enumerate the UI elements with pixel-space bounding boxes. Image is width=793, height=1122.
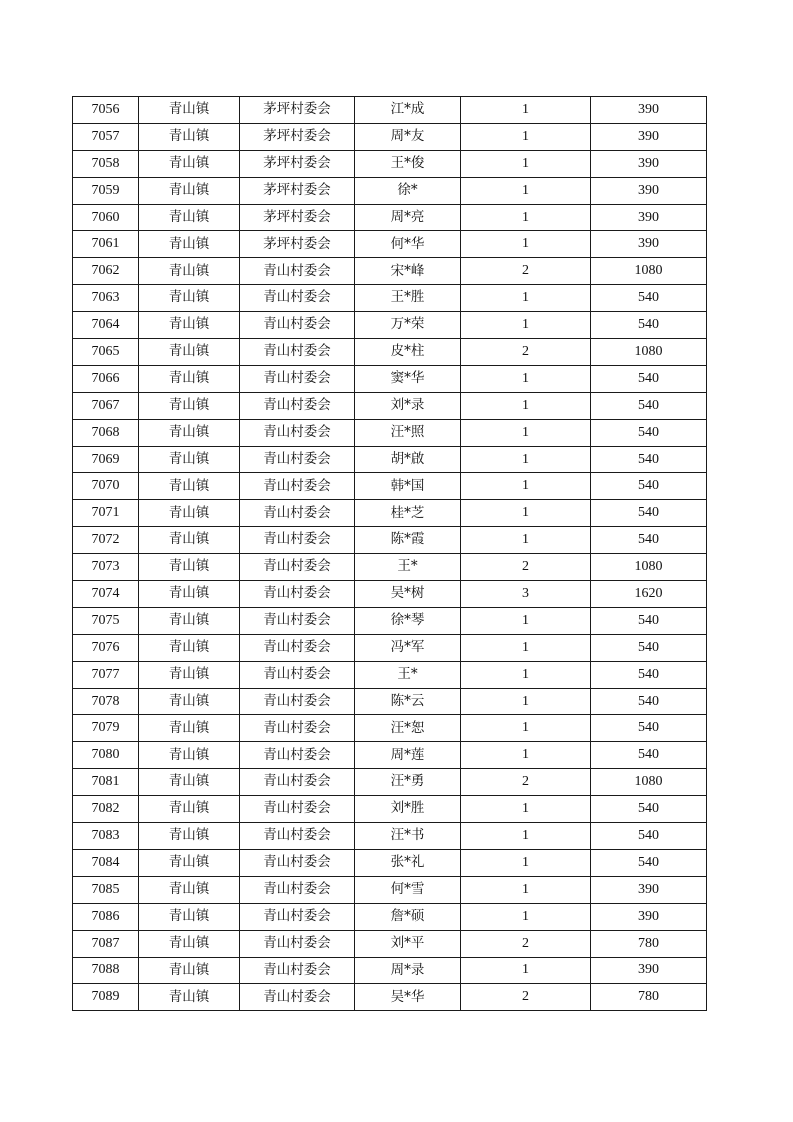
village-committee-cell: 青山村委会 [240, 634, 355, 661]
village-committee-cell: 青山村委会 [240, 715, 355, 742]
name-cell: 冯*军 [355, 634, 461, 661]
count-cell: 1 [461, 204, 591, 231]
table-row [73, 715, 707, 742]
village-committee-cell: 青山村委会 [240, 876, 355, 903]
village-committee-cell: 青山村委会 [240, 500, 355, 527]
count-cell: 3 [461, 581, 591, 608]
roster-table-body [73, 97, 707, 1011]
village-committee-cell: 青山村委会 [240, 258, 355, 285]
town-cell: 青山镇 [139, 715, 240, 742]
table-row [73, 231, 707, 258]
count-cell: 1 [461, 661, 591, 688]
amount-cell: 540 [591, 500, 707, 527]
name-cell: 詹*硕 [355, 903, 461, 930]
count-cell: 2 [461, 984, 591, 1011]
count-cell: 2 [461, 930, 591, 957]
serial-number-cell: 7063 [73, 285, 139, 312]
serial-number-cell: 7074 [73, 581, 139, 608]
village-committee-cell: 青山村委会 [240, 392, 355, 419]
name-cell: 周*亮 [355, 204, 461, 231]
village-committee-cell: 青山村委会 [240, 581, 355, 608]
serial-number-cell: 7082 [73, 796, 139, 823]
town-cell: 青山镇 [139, 177, 240, 204]
town-cell: 青山镇 [139, 446, 240, 473]
amount-cell: 540 [591, 688, 707, 715]
count-cell: 1 [461, 957, 591, 984]
amount-cell: 540 [591, 365, 707, 392]
table-row [73, 634, 707, 661]
amount-cell: 540 [591, 634, 707, 661]
count-cell: 1 [461, 231, 591, 258]
town-cell: 青山镇 [139, 500, 240, 527]
serial-number-cell: 7064 [73, 312, 139, 339]
amount-cell: 540 [591, 392, 707, 419]
name-cell: 张*礼 [355, 849, 461, 876]
amount-cell: 390 [591, 150, 707, 177]
count-cell: 1 [461, 419, 591, 446]
table-row [73, 500, 707, 527]
village-committee-cell: 青山村委会 [240, 446, 355, 473]
count-cell: 1 [461, 742, 591, 769]
town-cell: 青山镇 [139, 688, 240, 715]
town-cell: 青山镇 [139, 473, 240, 500]
table-row [73, 554, 707, 581]
serial-number-cell: 7088 [73, 957, 139, 984]
name-cell: 陈*霞 [355, 527, 461, 554]
roster-table [72, 96, 707, 1011]
town-cell: 青山镇 [139, 903, 240, 930]
table-row [73, 473, 707, 500]
table-row [73, 876, 707, 903]
table-row [73, 177, 707, 204]
name-cell: 王*胜 [355, 285, 461, 312]
count-cell: 1 [461, 312, 591, 339]
serial-number-cell: 7067 [73, 392, 139, 419]
table-row [73, 123, 707, 150]
village-committee-cell: 青山村委会 [240, 930, 355, 957]
village-committee-cell: 青山村委会 [240, 285, 355, 312]
table-row [73, 285, 707, 312]
village-committee-cell: 茅坪村委会 [240, 150, 355, 177]
serial-number-cell: 7059 [73, 177, 139, 204]
serial-number-cell: 7069 [73, 446, 139, 473]
town-cell: 青山镇 [139, 365, 240, 392]
serial-number-cell: 7068 [73, 419, 139, 446]
name-cell: 韩*国 [355, 473, 461, 500]
name-cell: 何*雪 [355, 876, 461, 903]
amount-cell: 390 [591, 204, 707, 231]
town-cell: 青山镇 [139, 339, 240, 366]
table-row [73, 365, 707, 392]
name-cell: 皮*柱 [355, 339, 461, 366]
table-row [73, 446, 707, 473]
count-cell: 1 [461, 903, 591, 930]
serial-number-cell: 7080 [73, 742, 139, 769]
amount-cell: 390 [591, 957, 707, 984]
name-cell: 周*友 [355, 123, 461, 150]
count-cell: 1 [461, 715, 591, 742]
village-committee-cell: 青山村委会 [240, 796, 355, 823]
count-cell: 1 [461, 285, 591, 312]
village-committee-cell: 青山村委会 [240, 984, 355, 1011]
amount-cell: 1080 [591, 258, 707, 285]
count-cell: 1 [461, 97, 591, 124]
count-cell: 1 [461, 177, 591, 204]
serial-number-cell: 7060 [73, 204, 139, 231]
serial-number-cell: 7075 [73, 607, 139, 634]
village-committee-cell: 茅坪村委会 [240, 231, 355, 258]
serial-number-cell: 7062 [73, 258, 139, 285]
count-cell: 2 [461, 339, 591, 366]
serial-number-cell: 7081 [73, 769, 139, 796]
town-cell: 青山镇 [139, 231, 240, 258]
village-committee-cell: 青山村委会 [240, 473, 355, 500]
table-row [73, 769, 707, 796]
name-cell: 刘*平 [355, 930, 461, 957]
name-cell: 何*华 [355, 231, 461, 258]
town-cell: 青山镇 [139, 957, 240, 984]
amount-cell: 1080 [591, 339, 707, 366]
count-cell: 1 [461, 123, 591, 150]
serial-number-cell: 7073 [73, 554, 139, 581]
name-cell: 陈*云 [355, 688, 461, 715]
count-cell: 2 [461, 258, 591, 285]
name-cell: 周*录 [355, 957, 461, 984]
count-cell: 2 [461, 769, 591, 796]
count-cell: 1 [461, 876, 591, 903]
town-cell: 青山镇 [139, 285, 240, 312]
amount-cell: 540 [591, 527, 707, 554]
table-row [73, 339, 707, 366]
count-cell: 1 [461, 446, 591, 473]
table-row [73, 823, 707, 850]
name-cell: 汪*勇 [355, 769, 461, 796]
amount-cell: 780 [591, 984, 707, 1011]
count-cell: 1 [461, 796, 591, 823]
name-cell: 周*莲 [355, 742, 461, 769]
table-row [73, 392, 707, 419]
name-cell: 汪*恕 [355, 715, 461, 742]
town-cell: 青山镇 [139, 742, 240, 769]
table-row [73, 661, 707, 688]
name-cell: 宋*峰 [355, 258, 461, 285]
count-cell: 1 [461, 392, 591, 419]
serial-number-cell: 7086 [73, 903, 139, 930]
table-row [73, 742, 707, 769]
name-cell: 徐*琴 [355, 607, 461, 634]
amount-cell: 1080 [591, 769, 707, 796]
count-cell: 1 [461, 823, 591, 850]
amount-cell: 390 [591, 231, 707, 258]
village-committee-cell: 青山村委会 [240, 339, 355, 366]
amount-cell: 390 [591, 97, 707, 124]
amount-cell: 540 [591, 849, 707, 876]
serial-number-cell: 7087 [73, 930, 139, 957]
serial-number-cell: 7085 [73, 876, 139, 903]
town-cell: 青山镇 [139, 419, 240, 446]
village-committee-cell: 青山村委会 [240, 688, 355, 715]
amount-cell: 540 [591, 796, 707, 823]
table-row [73, 984, 707, 1011]
name-cell: 王* [355, 661, 461, 688]
serial-number-cell: 7076 [73, 634, 139, 661]
name-cell: 刘*胜 [355, 796, 461, 823]
serial-number-cell: 7071 [73, 500, 139, 527]
table-row [73, 312, 707, 339]
name-cell: 窦*华 [355, 365, 461, 392]
serial-number-cell: 7057 [73, 123, 139, 150]
serial-number-cell: 7056 [73, 97, 139, 124]
village-committee-cell: 青山村委会 [240, 903, 355, 930]
town-cell: 青山镇 [139, 634, 240, 661]
count-cell: 1 [461, 150, 591, 177]
town-cell: 青山镇 [139, 554, 240, 581]
village-committee-cell: 青山村委会 [240, 661, 355, 688]
serial-number-cell: 7079 [73, 715, 139, 742]
town-cell: 青山镇 [139, 876, 240, 903]
amount-cell: 1080 [591, 554, 707, 581]
name-cell: 徐* [355, 177, 461, 204]
serial-number-cell: 7065 [73, 339, 139, 366]
town-cell: 青山镇 [139, 930, 240, 957]
table-row [73, 527, 707, 554]
village-committee-cell: 青山村委会 [240, 419, 355, 446]
village-committee-cell: 茅坪村委会 [240, 97, 355, 124]
amount-cell: 780 [591, 930, 707, 957]
table-row [73, 903, 707, 930]
serial-number-cell: 7077 [73, 661, 139, 688]
name-cell: 桂*芝 [355, 500, 461, 527]
village-committee-cell: 青山村委会 [240, 742, 355, 769]
table-row [73, 957, 707, 984]
village-committee-cell: 青山村委会 [240, 823, 355, 850]
name-cell: 江*成 [355, 97, 461, 124]
name-cell: 吴*华 [355, 984, 461, 1011]
table-row [73, 581, 707, 608]
amount-cell: 390 [591, 903, 707, 930]
village-committee-cell: 青山村委会 [240, 957, 355, 984]
town-cell: 青山镇 [139, 769, 240, 796]
table-row [73, 258, 707, 285]
town-cell: 青山镇 [139, 607, 240, 634]
amount-cell: 540 [591, 285, 707, 312]
amount-cell: 390 [591, 876, 707, 903]
name-cell: 王*俊 [355, 150, 461, 177]
amount-cell: 540 [591, 312, 707, 339]
table-row [73, 150, 707, 177]
serial-number-cell: 7084 [73, 849, 139, 876]
name-cell: 王* [355, 554, 461, 581]
village-committee-cell: 茅坪村委会 [240, 123, 355, 150]
count-cell: 1 [461, 365, 591, 392]
amount-cell: 390 [591, 177, 707, 204]
amount-cell: 540 [591, 419, 707, 446]
amount-cell: 540 [591, 742, 707, 769]
table-row [73, 419, 707, 446]
amount-cell: 540 [591, 715, 707, 742]
town-cell: 青山镇 [139, 581, 240, 608]
town-cell: 青山镇 [139, 150, 240, 177]
village-committee-cell: 青山村委会 [240, 769, 355, 796]
village-committee-cell: 青山村委会 [240, 527, 355, 554]
town-cell: 青山镇 [139, 123, 240, 150]
town-cell: 青山镇 [139, 661, 240, 688]
town-cell: 青山镇 [139, 204, 240, 231]
table-row [73, 204, 707, 231]
name-cell: 汪*照 [355, 419, 461, 446]
name-cell: 吴*树 [355, 581, 461, 608]
count-cell: 2 [461, 554, 591, 581]
count-cell: 1 [461, 688, 591, 715]
name-cell: 汪*书 [355, 823, 461, 850]
amount-cell: 540 [591, 661, 707, 688]
count-cell: 1 [461, 607, 591, 634]
amount-cell: 540 [591, 446, 707, 473]
serial-number-cell: 7083 [73, 823, 139, 850]
count-cell: 1 [461, 527, 591, 554]
town-cell: 青山镇 [139, 97, 240, 124]
table-row [73, 849, 707, 876]
amount-cell: 390 [591, 123, 707, 150]
serial-number-cell: 7078 [73, 688, 139, 715]
village-committee-cell: 青山村委会 [240, 554, 355, 581]
amount-cell: 540 [591, 823, 707, 850]
serial-number-cell: 7070 [73, 473, 139, 500]
amount-cell: 1620 [591, 581, 707, 608]
town-cell: 青山镇 [139, 392, 240, 419]
village-committee-cell: 茅坪村委会 [240, 177, 355, 204]
village-committee-cell: 青山村委会 [240, 849, 355, 876]
town-cell: 青山镇 [139, 984, 240, 1011]
count-cell: 1 [461, 849, 591, 876]
town-cell: 青山镇 [139, 527, 240, 554]
village-committee-cell: 青山村委会 [240, 607, 355, 634]
village-committee-cell: 青山村委会 [240, 365, 355, 392]
village-committee-cell: 茅坪村委会 [240, 204, 355, 231]
town-cell: 青山镇 [139, 823, 240, 850]
table-row [73, 97, 707, 124]
serial-number-cell: 7066 [73, 365, 139, 392]
name-cell: 刘*录 [355, 392, 461, 419]
count-cell: 1 [461, 634, 591, 661]
table-row [73, 607, 707, 634]
table-row [73, 688, 707, 715]
serial-number-cell: 7058 [73, 150, 139, 177]
village-committee-cell: 青山村委会 [240, 312, 355, 339]
amount-cell: 540 [591, 607, 707, 634]
table-row [73, 796, 707, 823]
amount-cell: 540 [591, 473, 707, 500]
name-cell: 万*荣 [355, 312, 461, 339]
count-cell: 1 [461, 473, 591, 500]
table-row [73, 930, 707, 957]
town-cell: 青山镇 [139, 258, 240, 285]
serial-number-cell: 7061 [73, 231, 139, 258]
town-cell: 青山镇 [139, 849, 240, 876]
serial-number-cell: 7089 [73, 984, 139, 1011]
town-cell: 青山镇 [139, 796, 240, 823]
serial-number-cell: 7072 [73, 527, 139, 554]
name-cell: 胡*啟 [355, 446, 461, 473]
count-cell: 1 [461, 500, 591, 527]
town-cell: 青山镇 [139, 312, 240, 339]
